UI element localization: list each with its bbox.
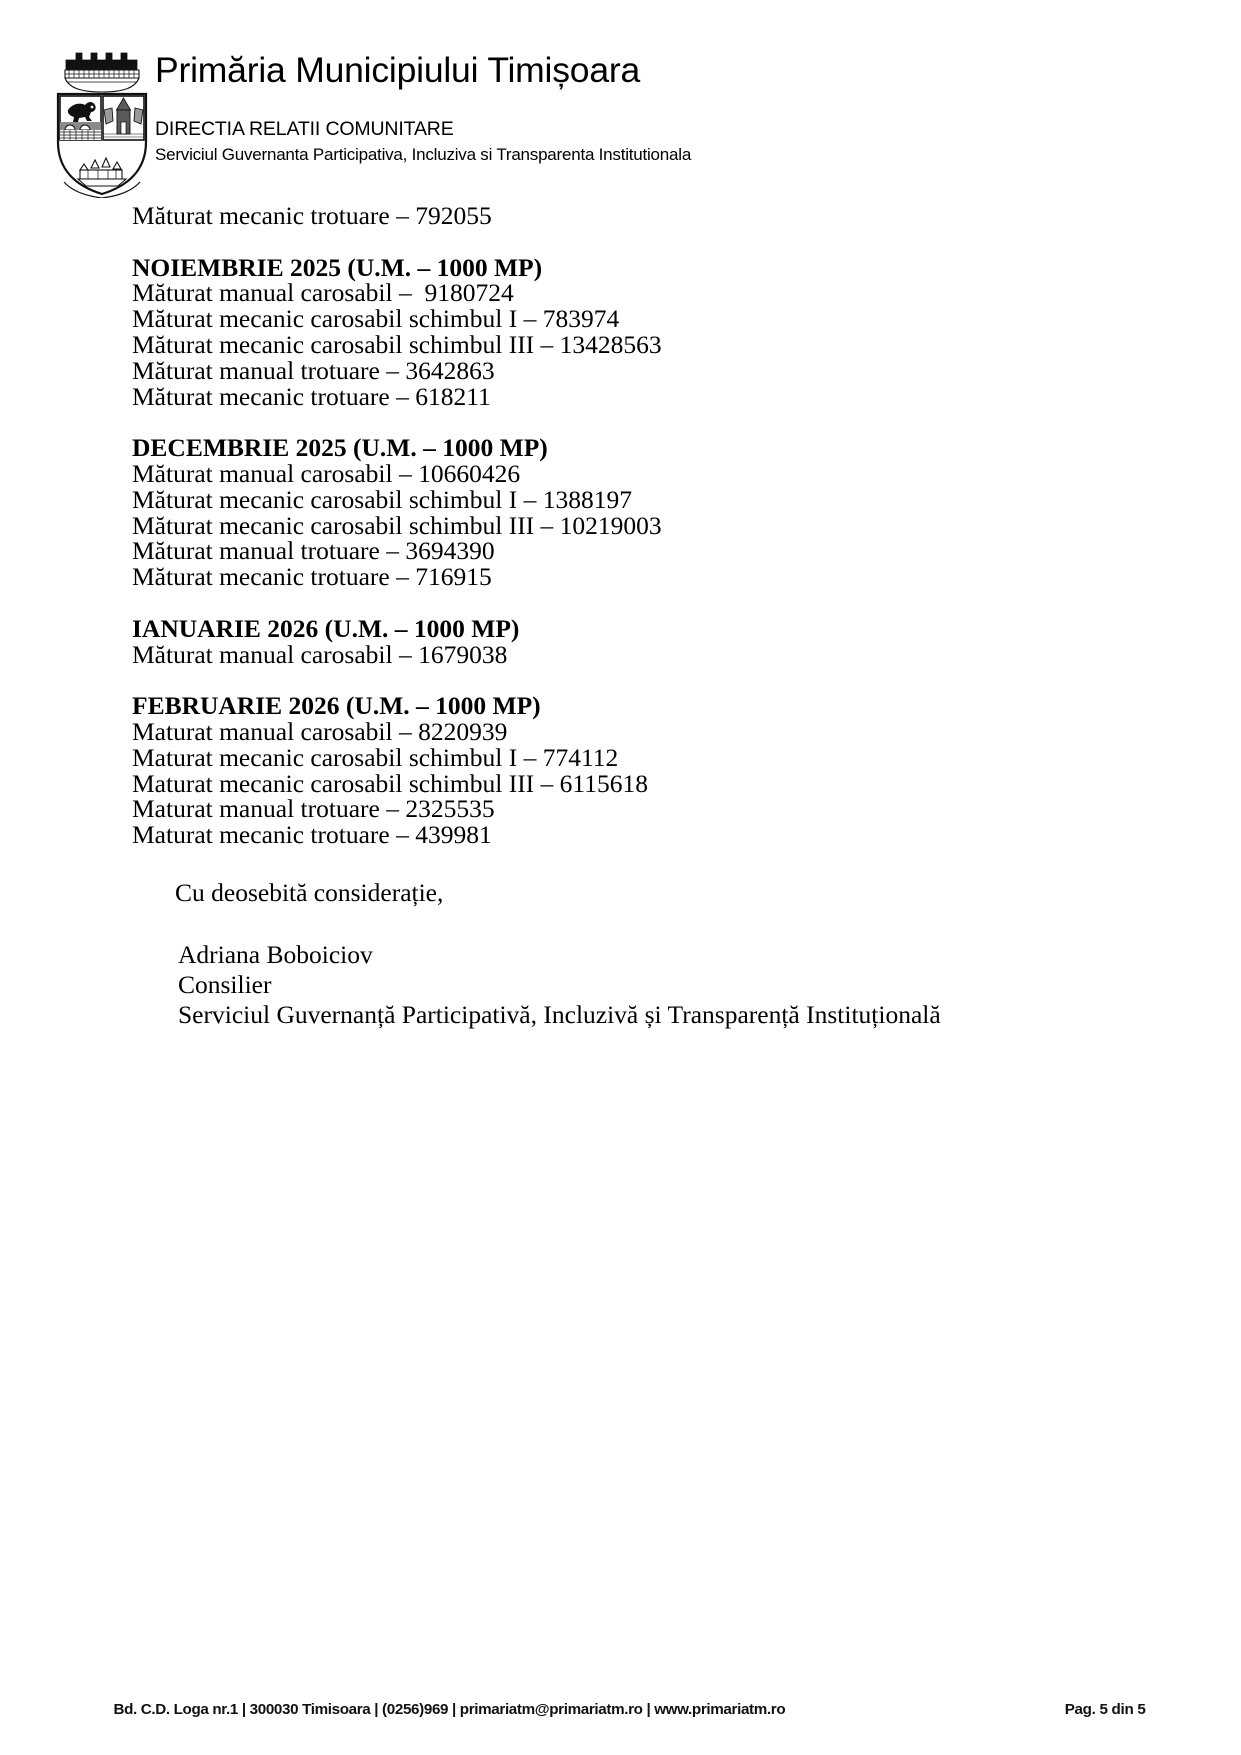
section-line: Măturat mecanic carosabil schimbul I – 1388197	[132, 484, 632, 514]
month-section-februarie-2026	[132, 693, 1142, 848]
signer-name: Adriana Boboiciov	[178, 940, 373, 969]
section-heading: DECEMBRIE 2025 (U.M. – 1000 MP)	[132, 433, 548, 463]
section-line: Măturat mecanic trotuare – 716915	[132, 562, 492, 592]
department-name: DIRECTIA RELATII COMUNITARE	[155, 117, 454, 140]
timisoara-coat-of-arms-icon	[50, 38, 154, 198]
closing-salutation-block	[175, 880, 1075, 906]
section-heading: NOIEMBRIE 2025 (U.M. – 1000 MP)	[132, 252, 543, 282]
section-heading: FEBRUARIE 2026 (U.M. – 1000 MP)	[132, 691, 541, 721]
signer-role: Consilier	[178, 970, 272, 999]
month-section-decembrie-2025	[132, 435, 1142, 590]
section-line: Măturat mecanic carosabil schimbul I – 783974	[132, 304, 620, 334]
footer-page-number: Pag. 5 din 5	[1064, 1701, 1146, 1718]
section-line: Măturat mecanic carosabil schimbul III – 13428563	[132, 329, 662, 359]
section-line: Maturat mecanic carosabil schimbul III – 6115618	[132, 768, 648, 798]
closing-salutation: Cu deosebită considerație,	[175, 878, 444, 907]
section-line: Măturat manual trotuare – 3694390	[132, 536, 495, 566]
section-line: Măturat manual trotuare – 3642863	[132, 355, 495, 385]
section-line: Măturat manual carosabil – 9180724	[132, 278, 514, 308]
paragraph-spacer	[132, 667, 1142, 693]
paragraph-spacer	[132, 229, 1142, 255]
month-section-noiembrie-2025	[132, 252, 1142, 411]
organization-title: Primăria Municipiului Timișoara	[155, 50, 641, 90]
section-line: Maturat manual carosabil – 8220939	[132, 716, 508, 746]
page-footer	[0, 1701, 1241, 1727]
signer-unit: Serviciul Guvernanță Participativă, Incluzivă și Transparență Instituțională	[178, 1000, 941, 1029]
paragraph-spacer	[132, 590, 1142, 616]
document-body	[132, 203, 1142, 848]
letterhead-text	[155, 50, 1135, 166]
section-heading: IANUARIE 2026 (U.M. – 1000 MP)	[132, 613, 520, 643]
service-name: Serviciul Guvernanta Participativa, Incluziva si Transparenta Institutionala	[155, 145, 692, 165]
section-line: Măturat mecanic trotuare – 618211	[132, 381, 491, 411]
letterhead	[50, 38, 1150, 203]
section-line: Măturat manual carosabil – 1679038	[132, 639, 508, 669]
section-line: Maturat mecanic trotuare – 439981	[132, 820, 492, 850]
continued-line: Măturat mecanic trotuare – 792055	[132, 201, 492, 230]
month-section-ianuarie-2026	[132, 613, 1142, 669]
paragraph-spacer	[132, 409, 1142, 435]
signature-block	[178, 940, 1128, 1030]
section-line: Măturat manual carosabil – 10660426	[132, 458, 521, 488]
section-line: Măturat mecanic carosabil schimbul III – 10219003	[132, 510, 662, 540]
footer-contact-line: Bd. C.D. Loga nr.1 | 300030 Timisoara | (0256)969 | primariatm@primariatm.ro | www.primariatm.ro	[113, 1701, 786, 1718]
section-line: Maturat manual trotuare – 2325535	[132, 794, 495, 824]
section-line: Maturat mecanic carosabil schimbul I – 774112	[132, 742, 619, 772]
